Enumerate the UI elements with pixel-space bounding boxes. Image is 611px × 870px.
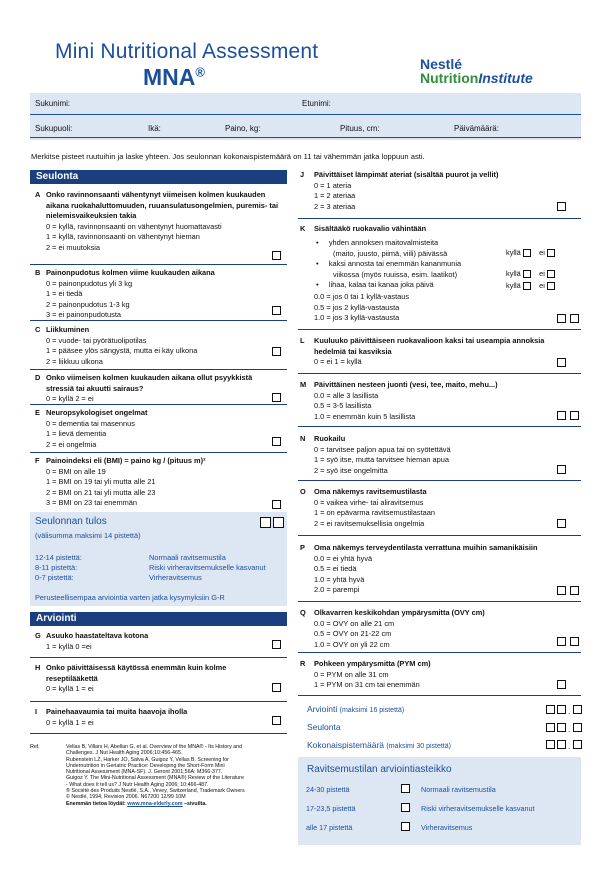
question-j: J Päivittäiset lämpimät ateriat (sisältää puurot ja vellit) 0 = 1 ateria 1 = 2 ateriaa 2 = 3 ateriaa — [300, 170, 499, 211]
score-box-m-2[interactable] — [570, 411, 579, 420]
question-r: R Pohkeen ympärysmitta (PYM cm) 0 = PYM on alle 31 cm 1 = PYM on 31 cm tai enemmän — [300, 659, 431, 689]
details-field[interactable] — [30, 137, 581, 138]
question-a: A Onko ravinnonsaanti vähentynyt viimeisen kolmen kuukauden aikana ruokahaluttomuuden, ruuansulatusongelmien, puremis- tai nielemisvaikeuksien takia 0 = kyllä, ravinnonsaanti on vähentynyt huomattavasti 1 = kyllä, ravinnonsaanti on vähentynyt hieman 2 = ei muutoksia — [35, 190, 279, 252]
height-label: Pituus, cm: — [340, 124, 380, 133]
divider — [298, 329, 581, 330]
assessment-total-decimal: . — [568, 707, 571, 716]
overall-total-label: Kokonaispistemäärä (maksimi 30 pistettä) — [307, 740, 451, 750]
screening-result-box-1[interactable] — [260, 517, 271, 528]
screening-total-box-1[interactable] — [546, 723, 555, 732]
score-box-p-1[interactable] — [557, 586, 566, 595]
question-m: M Päivittäinen nesteen juonti (vesi, tee, maito, mehu...) 0.0 = alle 3 lasillista 0.5 = 3-5 lasillista 1.0 = enemmän kuin 5 lasillista — [300, 380, 498, 421]
question-c: C Liikkuminen 0 = vuode- tai pyörätuolipotilas 1 = pääsee ylös sängystä, mutta ei käy ulkona 2 = liikkuu ulkona — [35, 325, 198, 366]
date-label: Päivämäärä: — [454, 124, 499, 133]
overall-total-box-1[interactable] — [546, 740, 555, 749]
divider — [30, 369, 287, 370]
question-h: H Onko päivittäisessä käytössä enemmän kuin kolme reseptilääkettä 0 = kyllä 1 = ei — [35, 663, 227, 693]
score-box-r[interactable] — [557, 680, 566, 689]
k3-no-checkbox[interactable] — [547, 282, 555, 290]
score-box-b[interactable] — [272, 306, 281, 315]
score-box-l[interactable] — [557, 358, 566, 367]
surname-label: Sukunimi: — [35, 99, 71, 108]
assessment-heading: Arviointi — [30, 612, 287, 626]
k1-no-checkbox[interactable] — [547, 249, 555, 257]
screening-result-sub: (välisumma maksimi 14 pistettä) — [35, 531, 141, 540]
question-f: F Painoindeksi eli (BMI) = paino kg / (pituus m)² 0 = BMI on alle 19 1 = BMI on 19 tai yli mutta alle 21 2 = BMI on 21 tai yli mutta alle 23 3 = BMI on 23 tai enemmän — [35, 456, 206, 507]
score-box-c[interactable] — [272, 347, 281, 356]
divider — [298, 601, 581, 602]
divider — [30, 264, 287, 265]
question-i: I Painehaavaumia tai muita haavoja iholla 0 = kyllä 1 = ei — [35, 707, 188, 727]
nestle-logo: Nestlé — [420, 56, 463, 72]
screening-result-labels: Normaali ravitsemustila Riski virheravitsemukselle kasvanut Virheravitsemus — [149, 553, 266, 582]
divider — [30, 701, 287, 702]
screening-result-title: Seulonnan tulos — [35, 516, 107, 527]
k-answer-row-2: kyllä ei — [506, 269, 555, 280]
sex-label: Sukupuoli: — [35, 124, 73, 133]
k-answer-row-1: kyllä ei — [506, 248, 555, 259]
weight-label: Paino, kg: — [225, 124, 261, 133]
age-label: Ikä: — [148, 124, 161, 133]
assessment-total-box-3[interactable] — [573, 705, 582, 714]
indicator-label-2: Riski virheravitsemukselle kasvanut — [421, 804, 535, 813]
assessment-total-box-1[interactable] — [546, 705, 555, 714]
references: Vellas B, Villars H, Abellan G, et al. Overview of the MNA® - Its History and Challenges. J Nut Health Aging 2006;10:456-465. Rubenstein LZ, Harker JO, Salva A, Guigoz Y, Vellas B. Screening for Undernutrition in Geriatric Practice: Developing the Short-Form Mini Nutritional Assessment (MNA-SF). J. Geront 2001;56A: M366-377. Guigoz Y. The Mini-Nutritional Assessment (MNA®) Review of the Literature - What does it tell us? J Nutr Health Aging 2006; 10:466-487. ® Société des Produits Nestlé, S.A., Vevey, Switzerland, Trademark Owners © Nestlé, 1994, Revision 2006. N67200 12/99 10M Enemmän tietoa löydät: www.mna-elderly.com –sivuilta. — [66, 744, 245, 807]
score-box-o[interactable] — [557, 519, 566, 528]
score-box-d[interactable] — [272, 393, 281, 402]
score-box-n[interactable] — [557, 465, 566, 474]
firstname-label: Etunimi: — [302, 99, 331, 108]
indicator-label-1: Normaali ravitsemustila — [421, 785, 496, 794]
screening-total-box-2[interactable] — [557, 723, 566, 732]
k-scores: 0.0 = jos 0 tai 1 kyllä-vastaus 0.5 = jos 2 kyllä-vastausta 1.0 = jos 3 kyllä-vastausta — [314, 292, 410, 322]
indicator-range-1: 24-30 pistettä — [306, 785, 350, 794]
question-n: N Ruokailu 0 = tarvitsee paljon apua tai on syötettävä 1 = syö itse, mutta tarvitsee hieman apua 2 = syö itse ongelmitta — [300, 434, 451, 475]
indicator-box-3[interactable] — [401, 822, 410, 831]
overall-total-box-3[interactable] — [573, 740, 582, 749]
indicator-box-2[interactable] — [401, 803, 410, 812]
question-o: O Oma näkemys ravitsemustilasta 0 = vaikea virhe- tai aliravitsemus 1 = on epävarma ravitsemustilastaan 2 = ei ravitsemuksellisia ongelmia — [300, 487, 435, 528]
indicator-title: Ravitsemustilan arviointiasteikko — [307, 764, 452, 775]
score-box-q-2[interactable] — [570, 637, 579, 646]
score-box-a[interactable] — [272, 251, 281, 260]
assessment-total-box-2[interactable] — [557, 705, 566, 714]
screening-result-box-2[interactable] — [273, 517, 284, 528]
question-d: D Onko viimeisen kolmen kuukauden aikana ollut psyykkistä stressiä tai akuutti sairaus? 0 = kyllä 2 = ei — [35, 373, 253, 403]
screening-heading: Seulonta — [30, 170, 287, 184]
question-q: Q Olkavarren keskikohdan ympärysmitta (OVY cm) 0.0 = OVY on alle 21 cm 0.5 = OVY on 21-22 cm 1.0 = OVY on yli 22 cm — [300, 608, 485, 649]
divider — [298, 218, 581, 219]
screening-result-ranges: 12-14 pistettä: 8-11 pistettä: 0-7 pistettä: — [35, 553, 82, 582]
indicator-range-2: 17-23,5 pistettä — [306, 804, 356, 813]
question-k: K Sisältääkö ruokavalio vähintään — [300, 224, 427, 233]
score-box-j[interactable] — [557, 202, 566, 211]
divider — [298, 426, 581, 427]
k2-yes-checkbox[interactable] — [523, 270, 531, 278]
question-b: B Painonpudotus kolmen viime kuukauden aikana 0 = painonpudotus yli 3 kg 1 = ei tiedä 2 = painonpudotus 1-3 kg 3 = ei painonpudotusta — [35, 268, 215, 319]
k-items: • yhden annoksen maitovalmisteita (maito, juusto, piimä, viili) päivässä • kaksi annosta tai enemmän kananmunia viikossa (myös ruuissa, esim. laatikot) • lihaa, kalaa tai kanaa joka päivä — [316, 238, 462, 289]
divider — [30, 657, 287, 658]
references-label: Ref. — [30, 744, 40, 750]
divider — [30, 452, 287, 453]
divider — [30, 733, 287, 734]
k3-yes-checkbox[interactable] — [523, 282, 531, 290]
k1-yes-checkbox[interactable] — [523, 249, 531, 257]
divider — [298, 480, 581, 481]
form-acronym: MNA® — [143, 64, 205, 90]
overall-total-box-2[interactable] — [557, 740, 566, 749]
k2-no-checkbox[interactable] — [547, 270, 555, 278]
question-g: G Asuuko haastateltava kotona 1 = kyllä 0 =ei — [35, 631, 149, 651]
question-e: E Neuropsykologiset ongelmat 0 = dementia tai masennus 1 = lievä dementia 2 = ei ongelmia — [35, 408, 148, 449]
score-box-i[interactable] — [272, 716, 281, 725]
divider — [30, 404, 287, 405]
score-box-h[interactable] — [272, 683, 281, 692]
divider — [30, 320, 287, 321]
score-box-g[interactable] — [272, 640, 281, 649]
question-l: L Kuuluuko päivittäiseen ruokavalioon kaksi tai useampia annoksia hedelmiä tai kasviksia 0 = ei 1 = kyllä — [300, 336, 545, 366]
screening-total-label: Seulonta — [307, 722, 341, 732]
assessment-total-label: Arviointi (maksimi 16 pistettä) — [307, 704, 405, 714]
divider — [298, 535, 581, 536]
score-box-f[interactable] — [272, 500, 281, 509]
score-box-m-1[interactable] — [557, 411, 566, 420]
screening-total-decimal: . — [568, 725, 571, 734]
k-answer-row-3: kyllä ei — [506, 281, 555, 292]
divider — [298, 695, 581, 696]
indicator-range-3: alle 17 pistettä — [306, 823, 353, 832]
overall-total-decimal: . — [568, 742, 571, 751]
instructions: Merkitse pisteet ruutuihin ja laske yhteen. Jos seulonnan kokonaispistemäärä on 11 tai vähemmän jatka loppuun asti. — [31, 152, 425, 161]
indicator-box-1[interactable] — [401, 784, 410, 793]
surname-field[interactable] — [30, 114, 581, 115]
question-p: P Oma näkemys terveydentilasta verrattuna muihin samanikäisiin 0.0 = ei yhtä hyvä 0.5 = ei tiedä 1.0 = yhtä hyvä 2.0 = parempi — [300, 543, 538, 594]
score-box-q-1[interactable] — [557, 637, 566, 646]
form-title: Mini Nutritional Assessment — [55, 40, 319, 63]
score-box-e[interactable] — [272, 437, 281, 446]
score-box-k-1[interactable] — [557, 314, 566, 323]
divider — [298, 373, 581, 374]
indicator-label-3: Virheravitsemus — [421, 823, 473, 832]
continue-note: Perusteellisempaa arviointia varten jatka kysymyksiin G-R — [35, 593, 225, 602]
divider — [298, 652, 581, 653]
score-box-p-2[interactable] — [570, 586, 579, 595]
score-box-k-2[interactable] — [570, 314, 579, 323]
screening-total-box-3[interactable] — [573, 723, 582, 732]
nutrition-institute-logo: NutritionInstitute — [420, 70, 533, 86]
mna-website-link[interactable]: www.mna-elderly.com — [127, 800, 183, 807]
